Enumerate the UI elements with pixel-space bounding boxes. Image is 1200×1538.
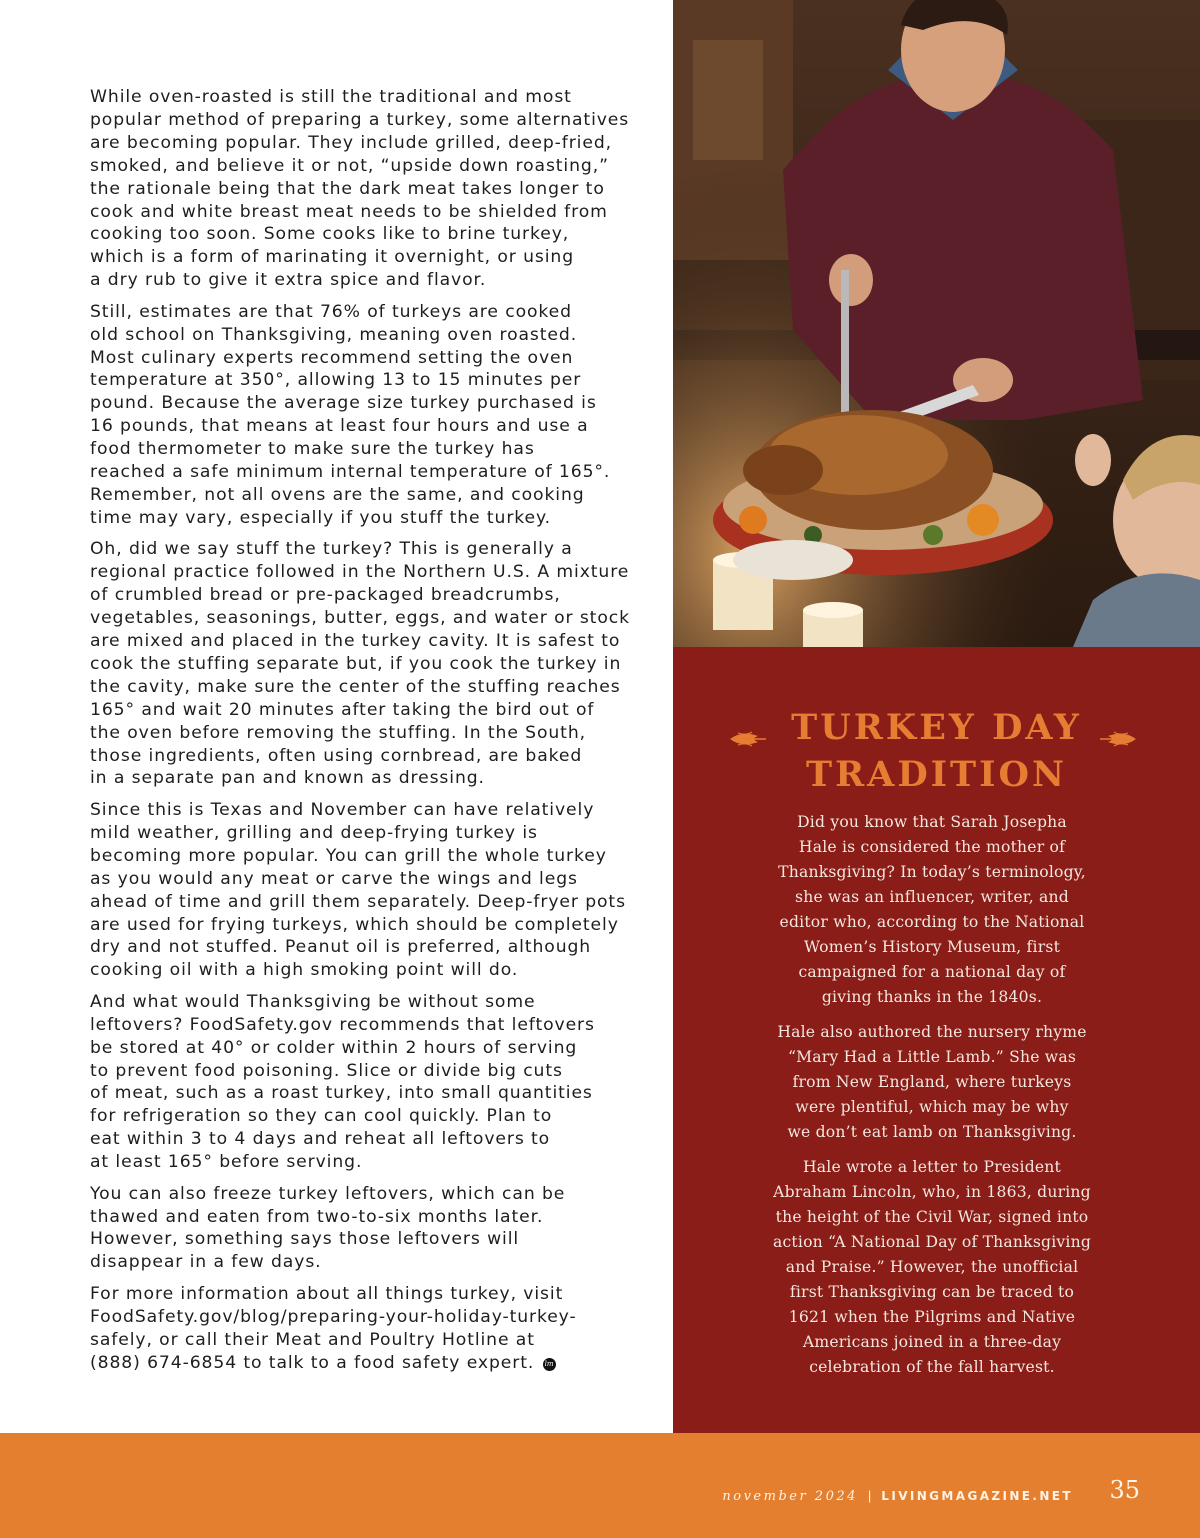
- article-paragraph-5: And what would Thanksgiving be without some leftovers? FoodSafety.gov recommends that leftovers be stored at 40° or colder within 2 hours of serving to prevent food poisoning. Slice or divide big cuts of meat, such as a roast turkey, into small quantities for refrigeration so they can cool quickly. Plan to eat within 3 to 4 days and reheat all leftovers to at least 165° before serving.: [90, 991, 595, 1173]
- article-closing-paragraph: [90, 1283, 650, 1375]
- article-paragraph-4: Since this is Texas and November can have relatively mild weather, grilling and deep-frying turkey is becoming more popular. You can grill the whole turkey as you would any meat or carve the wings and legs ahead of time and grill them separately. Deep-fryer pots are used for frying turkeys, which should be completely dry and not stuffed. Peanut oil is preferred, although cooking oil with a high smoking point will do.: [90, 799, 626, 981]
- article-closing-text: For more information about all things turkey, visit FoodSafety.gov/blog/preparing-your-holiday-turkey- safely, or call their Meat and Poultry Hotline at (888) 674-6854 to talk to a food safety expert.: [90, 1283, 577, 1373]
- footer-issue-date: november 2024: [722, 1489, 858, 1504]
- page-footer: [0, 1433, 1200, 1538]
- turkey-carving-photo: [673, 0, 1200, 647]
- turkey-carving-illustration: [673, 0, 1200, 647]
- footer-website[interactable]: LIVINGMAGAZINE.NET: [881, 1489, 1073, 1503]
- article-body: [90, 86, 650, 1383]
- footer-separator: |: [867, 1488, 872, 1503]
- sidebar-title: TURKEY DAY TRADITION: [791, 707, 1082, 795]
- footer-folio: [722, 1488, 1073, 1504]
- article-paragraph-6: You can also freeze turkey leftovers, which can be thawed and eaten from two-to-six months later. However, something says those leftovers will disappear in a few days.: [90, 1183, 566, 1273]
- article-paragraph-3: Oh, did we say stuff the turkey? This is generally a regional practice followed in the Northern U.S. A mixture of crumbled bread or pre-packaged breadcrumbs, vegetables, seasonings, butter, eggs, and water or stock are mixed and placed in the turkey cavity. It is safest to cook the stuffing separate but, if you cook the turkey in the cavity, make sure the center of the stuffing reaches 165° and wait 20 minutes after taking the bird out of the oven before removing the stuffing. In the South, those ingredients, often using cornbread, are baked in a separate pan and known as dressing.: [90, 539, 630, 789]
- sidebar-paragraph-2: Hale also authored the nursery rhyme “Mary Had a Little Lamb.” She was from New England, where turkeys were plentiful, which may be why we don’t eat lamb on Thanksgiving.: [777, 1023, 1087, 1141]
- page-number: 35: [1109, 1476, 1140, 1504]
- living-magazine-end-mark-icon: lm: [543, 1358, 556, 1371]
- sidebar-paragraph-3: Hale wrote a letter to President Abraham Lincoln, who, in 1863, during the height of the Civil War, signed into action “A National Day of Thanksgiving and Praise.” However, the unofficial first Thanksgiving can be traced to 1621 when the Pilgrims and Native Americans joined in a three-day celebration of the fall harvest.: [772, 1158, 1092, 1376]
- sidebar-paragraph-1: Did you know that Sarah Josepha Hale is considered the mother of Thanksgiving? In today’s terminology, she was an influencer, writer, and editor who, according to the National Women’s History Museum, first campaigned for a national day of giving thanks in the 1840s.: [778, 813, 1086, 1006]
- article-paragraph-1: While oven-roasted is still the traditional and most popular method of preparing a turkey, some alternatives are becoming popular. They include grilled, deep-fried, smoked, and believe it or not, “upside down roasting,” the rationale being that the dark meat takes longer to cook and white breast meat needs to be shielded from cooking too soon. Some cooks like to brine turkey, which is a form of marinating it overnight, or using a dry rub to give it extra spice and flavor.: [90, 87, 630, 291]
- sidebar-body: [735, 810, 1129, 1390]
- article-paragraph-2: Still, estimates are that 76% of turkeys are cooked old school on Thanksgiving, meaning oven roasted. Most culinary experts recommend setting the oven temperature at 350°, allowing 13 to 15 minutes per pound. Because the average size turkey purchased is 16 pounds, that means at least four hours and use a food thermometer to make sure the turkey has reached a safe minimum internal temperature of 165°. Remember, not all ovens are the same, and cooking time may vary, especially if you stuff the turkey.: [90, 301, 611, 528]
- turkey-day-tradition-sidebar: [673, 647, 1200, 1433]
- leaf-flourish-icon: [1098, 728, 1138, 750]
